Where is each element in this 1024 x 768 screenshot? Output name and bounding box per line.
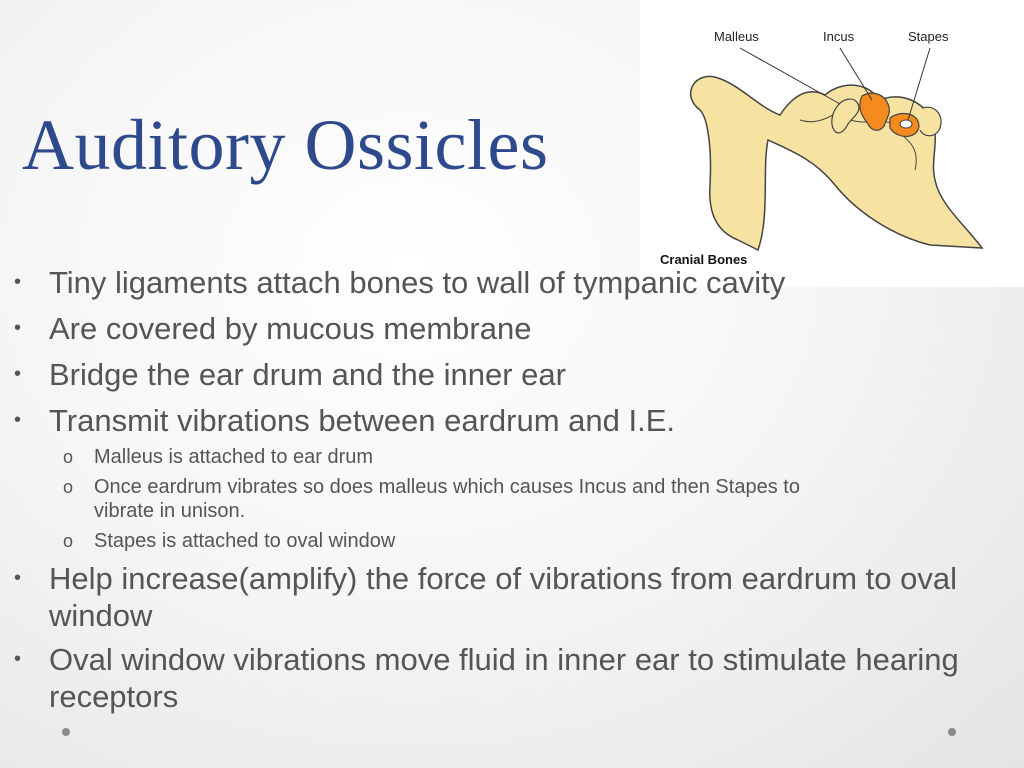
bullet-item: • Oval window vibrations move fluid in inner ear to stimulate hearing receptors bbox=[0, 641, 1000, 715]
sub-bullet-item: o Once eardrum vibrates so does malleus which causes Incus and then Stapes to vibrate in unison. bbox=[0, 475, 1000, 523]
cochlea-shape bbox=[920, 107, 941, 136]
bullet-item: • Are covered by mucous membrane bbox=[0, 310, 1000, 347]
bullet-item: • Help increase(amplify) the force of vibrations from eardrum to oval window bbox=[0, 560, 1000, 634]
bullet-list bbox=[0, 264, 1000, 715]
sub-bullet-item: o Stapes is attached to oval window bbox=[0, 529, 1000, 553]
ear-diagram-illustration bbox=[640, 0, 1024, 287]
stapes-label: Stapes bbox=[908, 29, 949, 44]
slide-title: Auditory Ossicles bbox=[22, 105, 549, 185]
bullet-item: • Tiny ligaments attach bones to wall of tympanic cavity bbox=[0, 264, 1000, 301]
bullet-item: • Transmit vibrations between eardrum and I.E. bbox=[0, 402, 1000, 439]
malleus-label: Malleus bbox=[714, 29, 759, 44]
decorative-dot bbox=[948, 728, 956, 736]
figure-caption: Cranial Bones bbox=[660, 252, 748, 267]
ear-diagram bbox=[640, 0, 1024, 287]
decorative-dot bbox=[62, 728, 70, 736]
bullet-item: • Bridge the ear drum and the inner ear bbox=[0, 356, 1000, 393]
incus-label: Incus bbox=[823, 29, 855, 44]
sub-bullet-item: o Malleus is attached to ear drum bbox=[0, 445, 1000, 469]
malleus-pointer-line bbox=[740, 48, 840, 104]
stapes-footplate bbox=[900, 120, 912, 128]
